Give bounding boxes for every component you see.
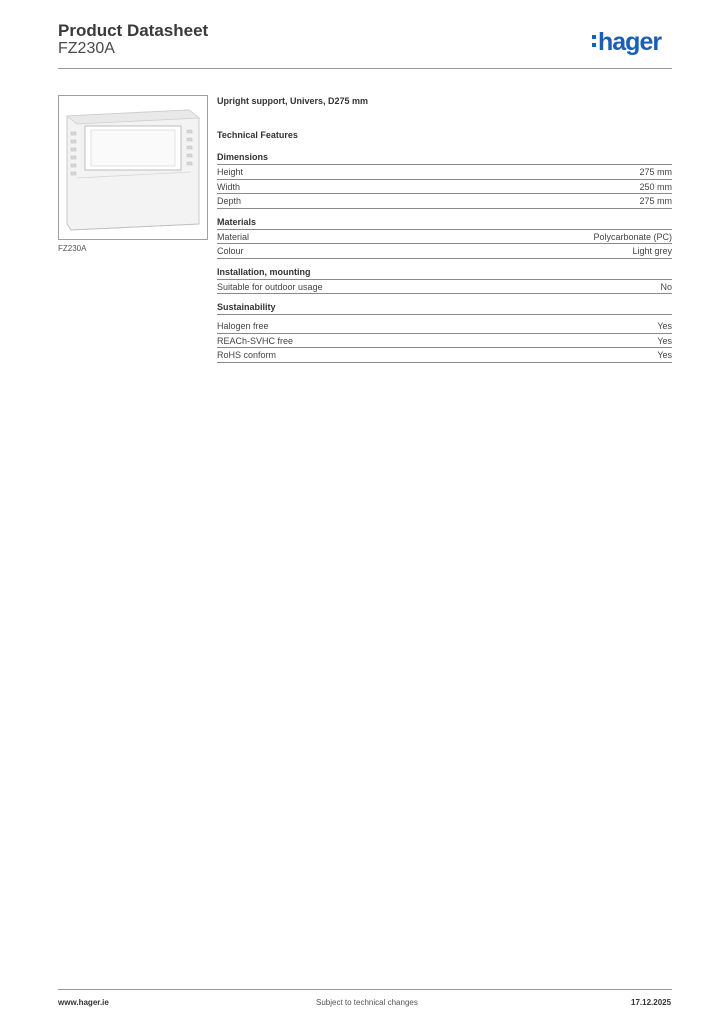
row-label: Depth	[217, 196, 242, 206]
row-value: 275 mm	[639, 167, 672, 177]
row-label: Material	[217, 231, 250, 242]
footer-notice: Subject to technical changes	[316, 998, 418, 1007]
section-title: Dimensions	[217, 152, 672, 165]
sustainability-section	[217, 302, 672, 363]
installation-section	[217, 267, 672, 295]
row-label: Suitable for outdoor usage	[217, 281, 323, 292]
row-label: Colour	[217, 246, 244, 256]
table-row	[217, 180, 672, 195]
table-row	[217, 319, 672, 334]
row-value: Polycarbonate (PC)	[593, 231, 672, 242]
row-value: 275 mm	[639, 196, 672, 206]
row-value: 250 mm	[639, 181, 672, 192]
row-value: Yes	[657, 350, 672, 360]
technical-content	[217, 96, 672, 363]
row-label: REACh-SVHC free	[217, 335, 294, 346]
hager-logo	[592, 28, 661, 57]
row-label: RoHS conform	[217, 350, 277, 360]
table-row	[217, 230, 672, 245]
section-title: Materials	[217, 217, 672, 230]
footer-date: 17.12.2025	[631, 998, 672, 1007]
row-value: Yes	[657, 321, 672, 331]
logo-dots-icon	[592, 34, 597, 48]
technical-features-heading: Technical Features	[217, 130, 298, 140]
row-label: Halogen free	[217, 321, 269, 331]
section-title: Installation, mounting	[217, 267, 672, 280]
row-value: No	[660, 281, 672, 292]
header-divider	[58, 68, 672, 69]
page-title: Product Datasheet	[58, 21, 209, 40]
table-row	[217, 334, 672, 349]
image-caption: FZ230A	[58, 244, 87, 253]
footer-divider	[58, 989, 672, 990]
product-reference: FZ230A	[58, 40, 115, 57]
table-row	[217, 194, 672, 209]
row-label: Height	[217, 167, 244, 177]
table-row	[217, 244, 672, 259]
table-row	[217, 348, 672, 363]
logo-text: hager	[598, 28, 662, 56]
product-image	[58, 95, 208, 240]
upright-support-illustration	[59, 96, 207, 239]
product-name: Upright support, Univers, D275 mm	[217, 96, 369, 106]
row-value: Yes	[657, 335, 672, 346]
dimensions-section	[217, 152, 672, 209]
row-value: Light grey	[632, 246, 672, 256]
table-row	[217, 280, 672, 295]
footer-website-link[interactable]: www.hager.ie	[58, 998, 109, 1007]
row-label: Width	[217, 181, 241, 192]
materials-section	[217, 217, 672, 259]
section-title: Sustainability	[217, 302, 672, 315]
table-row	[217, 165, 672, 180]
